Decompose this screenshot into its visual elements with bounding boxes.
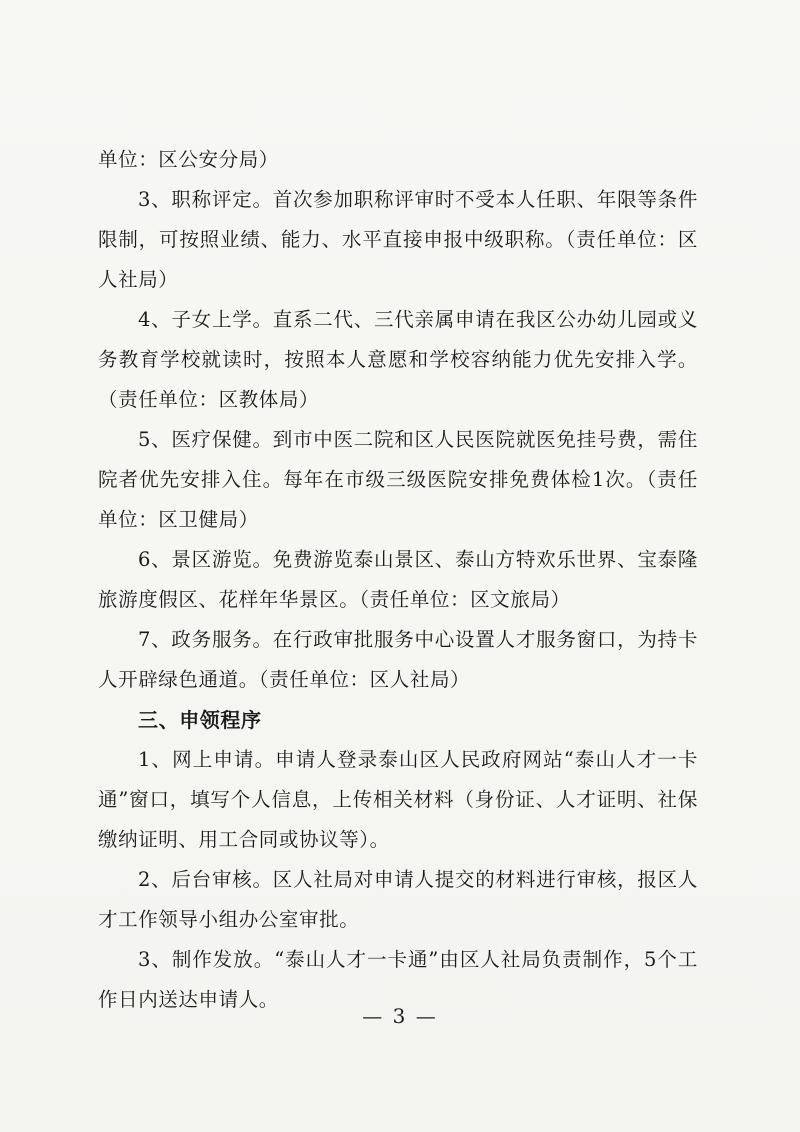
paragraph-government-service: 7、政务服务。在行政审批服务中心设置人才服务窗口，为持卡人开辟绿色通道。（责任单位：区人社局） (98, 628, 698, 691)
paragraph-issuance: 3、制作发放。“泰山人才一卡通”由区人社局负责制作，5个工作日内送达申请人。 (98, 948, 698, 1011)
paragraph-online-application: 1、网上申请。申请人登录泰山区人民政府网站“泰山人才一卡通”窗口，填写个人信息，上传相关材料（身份证、人才证明、社保缴纳证明、用工合同或协议等）。 (98, 748, 698, 851)
section-heading: 三、申领程序 (138, 708, 262, 732)
paragraph-medical-care: 5、医疗保健。到市中医二院和区人民医院就医免挂号费，需住院者优先安排入住。每年在市级三级医院安排免费体检1次。（责任单位：区卫健局） (98, 428, 698, 531)
page-number: — 3 — (362, 1004, 438, 1028)
body-text (98, 140, 698, 1020)
paragraph-title-evaluation: 3、职称评定。首次参加职称评审时不受本人任职、年限等条件限制，可按照业绩、能力、水平直接申报中级职称。（责任单位：区人社局） (98, 188, 698, 291)
paragraph-children-school: 4、子女上学。直系二代、三代亲属申请在我区公办幼儿园或义务教育学校就读时，按照本人意愿和学校容纳能力优先安排入学。（责任单位：区教体局） (98, 308, 698, 411)
paragraph-scenic-tour: 6、景区游览。免费游览泰山景区、泰山方特欢乐世界、宝泰隆旅游度假区、花样年华景区。（责任单位：区文旅局） (98, 548, 698, 611)
paragraph-continuation: 单位：区公安分局） (98, 148, 279, 171)
paragraph-review: 2、后台审核。区人社局对申请人提交的材料进行审核，报区人才工作领导小组办公室审批。 (98, 868, 698, 931)
